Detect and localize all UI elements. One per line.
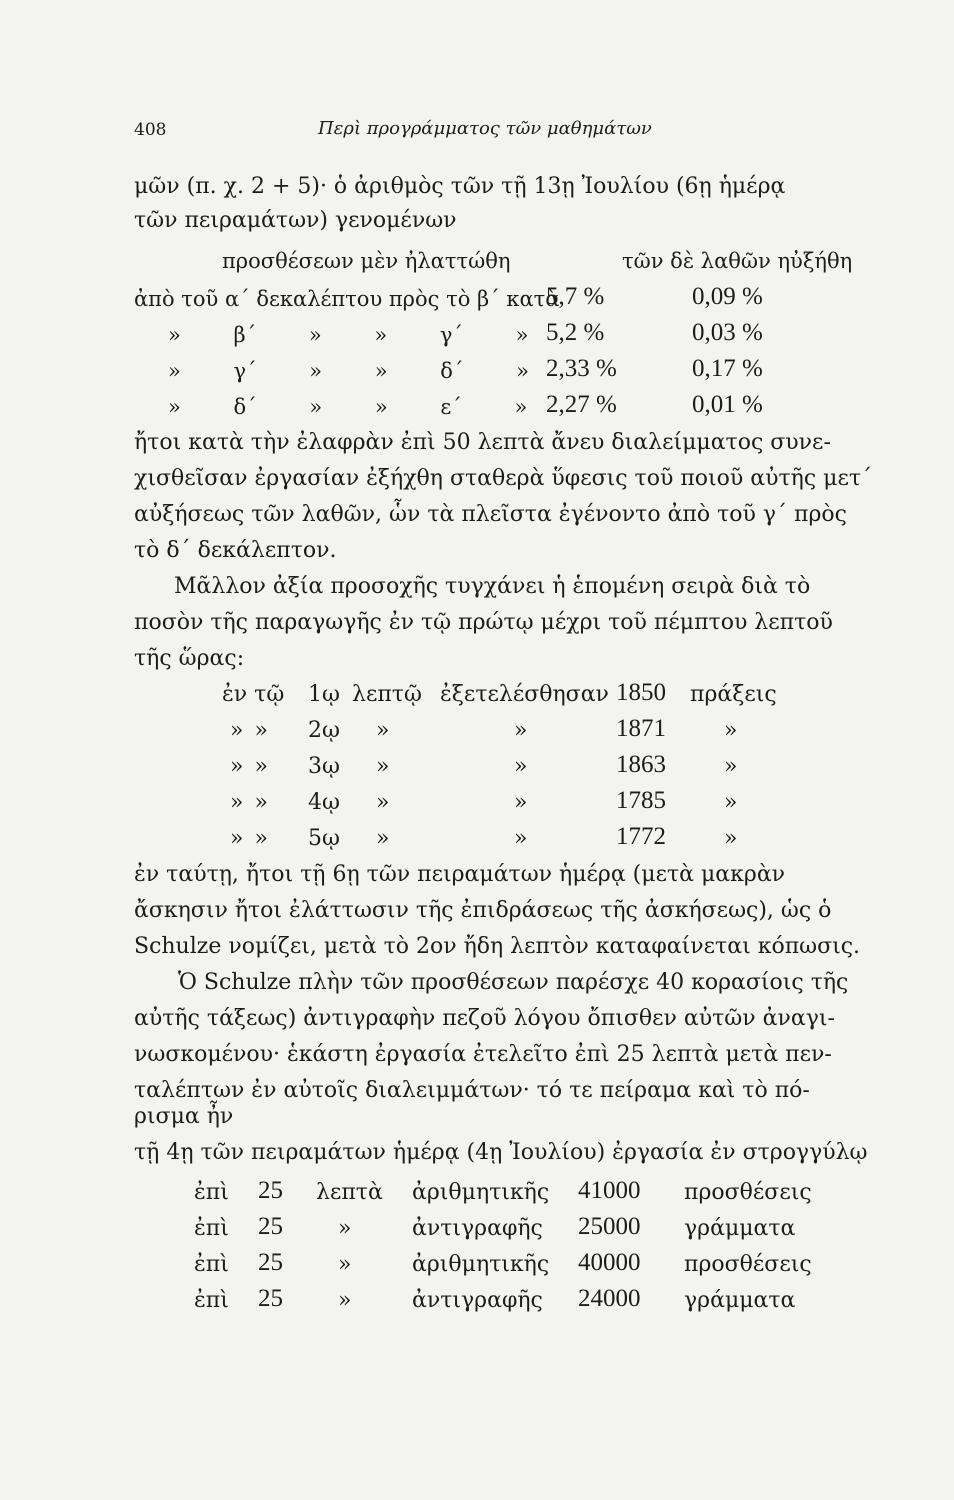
- text-line: τῇ 4ῃ τῶν πειραμάτων ἡμέρᾳ (4ῃ Ἰουλίου) ἐργασία ἐν στρογγύλῳ: [134, 1140, 868, 1165]
- text-line: ρισμα ἦν: [134, 1104, 234, 1129]
- table-cell: 40000: [578, 1249, 641, 1276]
- table-cell: γράμματα: [684, 1288, 796, 1313]
- table-cell: λεπτὰ: [316, 1180, 383, 1205]
- text-line: Μᾶλλον ἀξία προσοχῆς τυγχάνει ἡ ἑπομένη σειρὰ διὰ τὸ: [174, 574, 811, 599]
- table-cell: 0,03 %: [692, 319, 763, 346]
- text-line: τὸ δ΄ δεκάλεπτον.: [134, 538, 337, 563]
- table-cell: » »: [230, 826, 268, 851]
- table-cell: 25: [258, 1249, 283, 1276]
- table-cell: ἐπὶ: [194, 1216, 229, 1241]
- table-cell: 4ῳ: [308, 790, 340, 815]
- text-line: μῶν (π. χ. 2 + 5)· ὁ ἀριθμὸς τῶν τῇ 13ῃ Ἰουλίου (6ῃ ἡμέρᾳ: [134, 174, 786, 199]
- table-cell: 1850: [616, 679, 666, 706]
- table-cell: »: [338, 1288, 352, 1313]
- table-cell: »: [376, 718, 390, 743]
- table-cell: 0,09 %: [692, 283, 763, 310]
- table-cell: 2ῳ: [308, 718, 340, 743]
- table-cell: ἀντιγραφῆς: [412, 1216, 543, 1241]
- table-cell: »: [514, 754, 528, 779]
- text-line: χισθεῖσαν ἐργασίαν ἐξήχθη σταθερὰ ὕφεσις τοῦ ποιοῦ αὐτῆς μετ΄: [134, 466, 873, 491]
- table-row-label: ἀπὸ τοῦ α΄ δεκαλέπτου πρὸς τὸ β΄ κατὰ: [134, 287, 560, 311]
- table-header-right: τῶν δὲ λαθῶν ηὐξήθη: [622, 249, 853, 273]
- table-cell: »: [724, 790, 738, 815]
- table-cell: 1ῳ: [308, 682, 340, 707]
- table-cell: ἐπὶ: [194, 1252, 229, 1277]
- table-cell: »: [724, 826, 738, 851]
- text-line: ἐν ταύτῃ, ἤτοι τῇ 6ῃ τῶν πειραμάτων ἡμέρᾳ (μετὰ μακρὰν: [134, 862, 786, 887]
- table-cell: » »: [230, 790, 268, 815]
- table-cell: 0,17 %: [692, 355, 763, 382]
- table-header-left: προσθέσεων μὲν ἠλαττώθη: [222, 249, 511, 273]
- table-cell: 3ῳ: [308, 754, 340, 779]
- table-cell: »: [338, 1216, 352, 1241]
- table-cell: 1871: [616, 715, 666, 742]
- table-cell: 41000: [578, 1177, 641, 1204]
- table-cell: ἀριθμητικῆς: [412, 1180, 550, 1205]
- table-row-label: » γ΄ » » δ΄ »: [168, 359, 529, 383]
- table-cell: 0,01 %: [692, 391, 763, 418]
- text-line: Schulze νομίζει, μετὰ τὸ 2ον ἤδη λεπτὸν καταφαίνεται κόπωσις.: [134, 934, 861, 959]
- text-line: ποσὸν τῆς παραγωγῆς ἐν τῷ πρώτῳ μέχρι τοῦ πέμπτου λεπτοῦ: [134, 610, 833, 635]
- table-cell: 1772: [616, 823, 666, 850]
- table-cell: προσθέσεις: [684, 1252, 812, 1277]
- table-cell: ἐπὶ: [194, 1288, 229, 1313]
- running-title: Περὶ προγράμματος τῶν μαθημάτων: [318, 118, 652, 139]
- table-cell: »: [514, 790, 528, 815]
- table-cell: »: [514, 718, 528, 743]
- table-cell: 5,7 %: [546, 283, 605, 310]
- table-row-label: » δ΄ » » ε΄ »: [168, 395, 528, 419]
- text-line: ταλέπτων ἐν αὐτοῖς διαλειμμάτων· τό τε πείραμα καὶ τὸ πό-: [134, 1078, 810, 1103]
- table-cell: ἐπὶ: [194, 1180, 229, 1205]
- table-cell: »: [338, 1252, 352, 1277]
- table-cell: γράμματα: [684, 1216, 796, 1241]
- page-number: 408: [134, 120, 167, 140]
- text-line: αὐξήσεως τῶν λαθῶν, ὧν τὰ πλεῖστα ἐγένοντο ἀπὸ τοῦ γ΄ πρὸς: [134, 502, 848, 527]
- text-line: τῆς ὥρας:: [134, 646, 245, 671]
- table-cell: »: [724, 754, 738, 779]
- table-cell: λεπτῷ: [352, 682, 422, 707]
- table-row-label: » β΄ » » γ΄ »: [168, 323, 529, 347]
- text-line: ἄσκησιν ἤτοι ἐλάττωσιν τῆς ἐπιδράσεως τῆς ἀσκήσεως), ὡς ὁ: [134, 898, 832, 923]
- table-cell: 2,33 %: [546, 355, 617, 382]
- text-line: τῶν πειραμάτων) γενομένων: [134, 208, 457, 233]
- table-cell: ἐν τῷ: [222, 682, 285, 707]
- table-cell: » »: [230, 754, 268, 779]
- table-cell: προσθέσεις: [684, 1180, 812, 1205]
- table-cell: 2,27 %: [546, 391, 617, 418]
- table-cell: »: [724, 718, 738, 743]
- table-cell: 5,2 %: [546, 319, 605, 346]
- table-cell: 1863: [616, 751, 666, 778]
- text-line: Ὁ Schulze πλὴν τῶν προσθέσεων παρέσχε 40 κορασίοις τῆς: [178, 970, 849, 995]
- table-cell: »: [514, 826, 528, 851]
- table-cell: »: [376, 826, 390, 851]
- table-cell: ἐξετελέσθησαν: [440, 682, 609, 707]
- table-cell: 1785: [616, 787, 666, 814]
- table-cell: 25: [258, 1213, 283, 1240]
- table-cell: 24000: [578, 1285, 641, 1312]
- table-cell: 25: [258, 1285, 283, 1312]
- table-cell: »: [376, 754, 390, 779]
- table-cell: »: [376, 790, 390, 815]
- table-cell: ἀντιγραφῆς: [412, 1288, 543, 1313]
- table-cell: 25: [258, 1177, 283, 1204]
- table-cell: πράξεις: [690, 682, 777, 707]
- table-cell: ἀριθμητικῆς: [412, 1252, 550, 1277]
- text-line: αὐτῆς τάξεως) ἀντιγραφὴν πεζοῦ λόγου ὄπισθεν αὐτῶν ἀναγι-: [134, 1006, 835, 1031]
- text-line: ἤτοι κατὰ τὴν ἐλαφρὰν ἐπὶ 50 λεπτὰ ἄνευ διαλείμματος συνε-: [134, 430, 831, 455]
- table-cell: 25000: [578, 1213, 641, 1240]
- table-cell: 5ῳ: [308, 826, 340, 851]
- table-cell: » »: [230, 718, 268, 743]
- text-line: νωσκομένου· ἑκάστη ἐργασία ἐτελεῖτο ἐπὶ 25 λεπτὰ μετὰ πεν-: [134, 1042, 832, 1067]
